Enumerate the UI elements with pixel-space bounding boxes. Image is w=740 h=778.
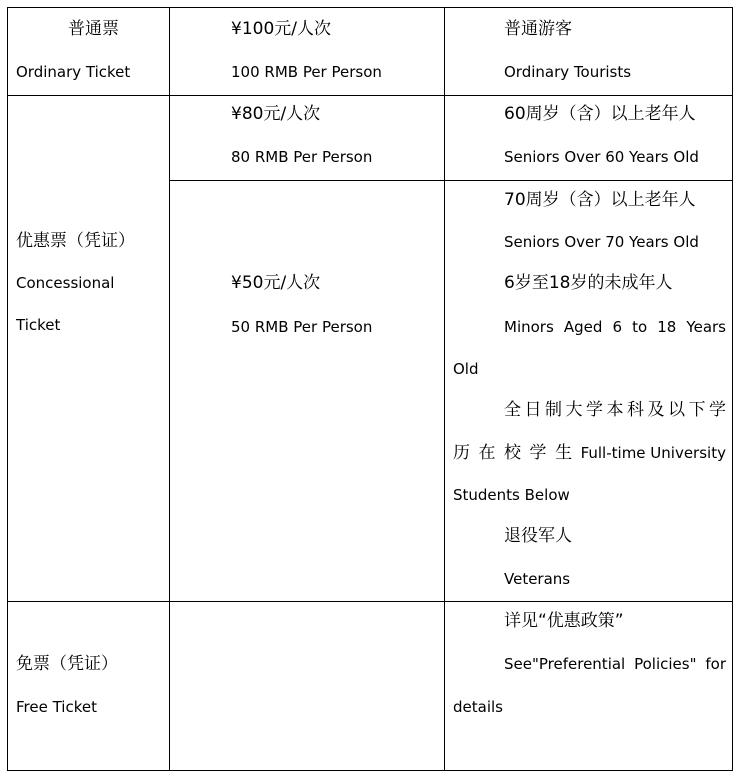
- free-ticket-type-en: Free Ticket: [16, 698, 97, 716]
- students-audience-en-tail: Students Below: [453, 486, 570, 504]
- row-divider-senior60: [169, 180, 733, 181]
- students-char: 全: [504, 400, 521, 420]
- minors-audience-zh: 6岁至18岁的未成年人: [504, 273, 673, 293]
- students-char: 学: [709, 400, 726, 420]
- senior70-audience-zh: 70周岁（含）以上老年人: [504, 190, 696, 210]
- ordinary-audience-zh: 普通游客: [504, 19, 572, 39]
- senior60-price-en: 80 RMB Per Person: [231, 148, 373, 166]
- senior60-audience-zh: 60周岁（含）以上老年人: [504, 104, 696, 124]
- concession-ticket-type-en-line2: Ticket: [16, 316, 61, 334]
- students-char: 生: [555, 443, 573, 463]
- students-char: 学: [586, 400, 603, 420]
- students-audience-en-inline: Full-time University: [580, 444, 726, 462]
- minors-audience-en-tail: Old: [453, 360, 479, 378]
- veterans-audience-en: Veterans: [504, 570, 571, 588]
- concession-ticket-type-zh: 优惠票（凭证）: [16, 231, 135, 251]
- ordinary-audience-en: Ordinary Tourists: [504, 63, 632, 81]
- students-audience-zh-line1: [504, 400, 726, 420]
- senior60-price-zh: ¥80元/人次: [231, 104, 321, 124]
- ordinary-ticket-type-en: Ordinary Ticket: [16, 63, 131, 81]
- students-char: 制: [545, 400, 562, 420]
- ordinary-ticket-price-zh: ¥100元/人次: [231, 19, 331, 39]
- minors-audience-en: [504, 317, 726, 337]
- students-char: 日: [524, 400, 542, 420]
- concession-ticket-type-en-line1: Concessional: [16, 274, 115, 292]
- veterans-audience-zh: 退役军人: [504, 526, 572, 546]
- students-char: 学: [529, 443, 547, 463]
- senior70-audience-en: Seniors Over 70 Years Old: [504, 233, 699, 251]
- free-note-word: Policies": [634, 655, 697, 673]
- table-border-right: [732, 7, 733, 771]
- minors-word: Years: [686, 318, 726, 336]
- table-border-bottom: [7, 770, 733, 771]
- students-char: 在: [478, 443, 496, 463]
- minors-word: Minors: [504, 318, 554, 336]
- table-border-left: [7, 7, 8, 771]
- row-divider-concession: [7, 601, 733, 602]
- concession-price-zh: ¥50元/人次: [231, 273, 321, 293]
- concession-price-en: 50 RMB Per Person: [231, 318, 373, 336]
- ticket-price-table: [7, 7, 733, 771]
- free-note-en-tail: details: [453, 698, 503, 716]
- students-char: 校: [504, 443, 522, 463]
- students-char: 本: [606, 400, 624, 420]
- ordinary-ticket-type-zh: 普通票: [68, 19, 119, 39]
- column-divider-1: [169, 7, 170, 771]
- minors-word: 18: [657, 318, 677, 336]
- minors-word: 6: [612, 318, 623, 336]
- students-audience-line2: [453, 443, 726, 463]
- students-char: 大: [565, 400, 583, 420]
- row-divider-ordinary: [7, 95, 733, 96]
- free-note-word: See"Preferential: [504, 655, 626, 673]
- free-note-en: [504, 654, 726, 674]
- students-char: 历: [453, 443, 470, 463]
- students-char: 及: [647, 400, 665, 420]
- free-note-zh: 详见“优惠政策”: [504, 611, 624, 631]
- free-ticket-type-zh: 免票（凭证）: [16, 654, 118, 674]
- students-char: 下: [688, 400, 706, 420]
- free-note-word: for: [705, 655, 726, 673]
- minors-word: to: [632, 318, 648, 336]
- minors-word: Aged: [563, 318, 603, 336]
- table-border-top: [7, 7, 733, 8]
- students-char: 以: [668, 400, 685, 420]
- senior60-audience-en: Seniors Over 60 Years Old: [504, 148, 699, 166]
- students-char: 科: [627, 400, 644, 420]
- column-divider-2: [444, 7, 445, 771]
- ordinary-ticket-price-en: 100 RMB Per Person: [231, 63, 382, 81]
